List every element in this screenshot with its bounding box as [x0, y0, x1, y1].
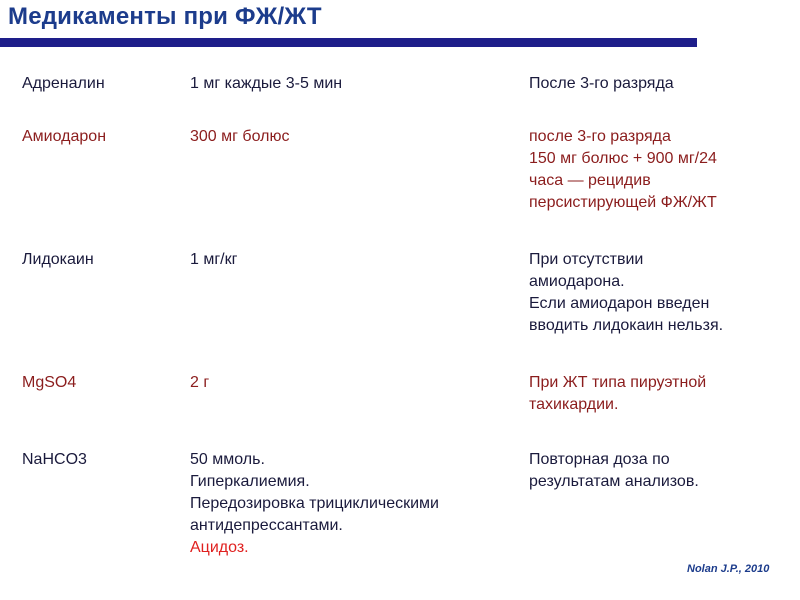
dose-line: 50 ммоль. [190, 451, 265, 468]
note-nahco3 [529, 449, 699, 493]
note-line: персистирующей ФЖ/ЖТ [529, 194, 717, 211]
note-line: При ЖТ типа пируэтной [529, 374, 707, 391]
note-lidocaine [529, 249, 723, 337]
dose-line: 1 мг каждые 3-5 мин [190, 75, 343, 92]
note-mgso4 [529, 372, 706, 416]
dose-line-acidosis: Ацидоз. [190, 539, 249, 556]
dose-lidocaine [190, 249, 237, 271]
title-divider [0, 38, 697, 47]
note-amiodarone [529, 126, 717, 214]
drug-name-adrenaline: Адреналин [22, 75, 105, 92]
note-line: результатам анализов. [529, 473, 699, 490]
dose-line: 1 мг/кг [190, 251, 238, 268]
dose-line: 2 г [190, 374, 210, 391]
note-line: вводить лидокаин нельзя. [529, 317, 724, 334]
note-line: часа — рецидив [529, 172, 651, 189]
dose-mgso4 [190, 372, 209, 394]
note-adrenaline [529, 73, 674, 95]
citation: Nolan J.P., 2010 [687, 563, 770, 575]
dose-line: Гиперкалиемия. [190, 473, 310, 490]
note-line: тахикардии. [529, 396, 619, 413]
note-line: Повторная доза по [529, 451, 670, 468]
drug-name-nahco3: NaHCO3 [22, 451, 87, 468]
note-line: амиодарона. [529, 273, 625, 290]
note-line: При отсутствии [529, 251, 644, 268]
drug-name-amiodarone: Амиодарон [22, 128, 107, 145]
note-line: после 3-го разряда [529, 128, 671, 145]
drug-name-lidocaine: Лидокаин [22, 251, 94, 268]
dose-adrenaline [190, 73, 342, 95]
dose-line: антидепрессантами. [190, 517, 343, 534]
drug-name-mgso4: MgSO4 [22, 374, 77, 391]
note-line: 150 мг болюс + 900 мг/24 [529, 150, 717, 167]
dose-line: 300 мг болюс [190, 128, 290, 145]
dose-line: Передозировка трициклическими [190, 495, 439, 512]
dose-amiodarone [190, 126, 289, 148]
page-title: Медикаменты при ФЖ/ЖТ [8, 3, 322, 30]
dose-nahco3 [190, 449, 439, 559]
note-line: Если амиодарон введен [529, 295, 710, 312]
note-line: После 3-го разряда [529, 75, 674, 92]
